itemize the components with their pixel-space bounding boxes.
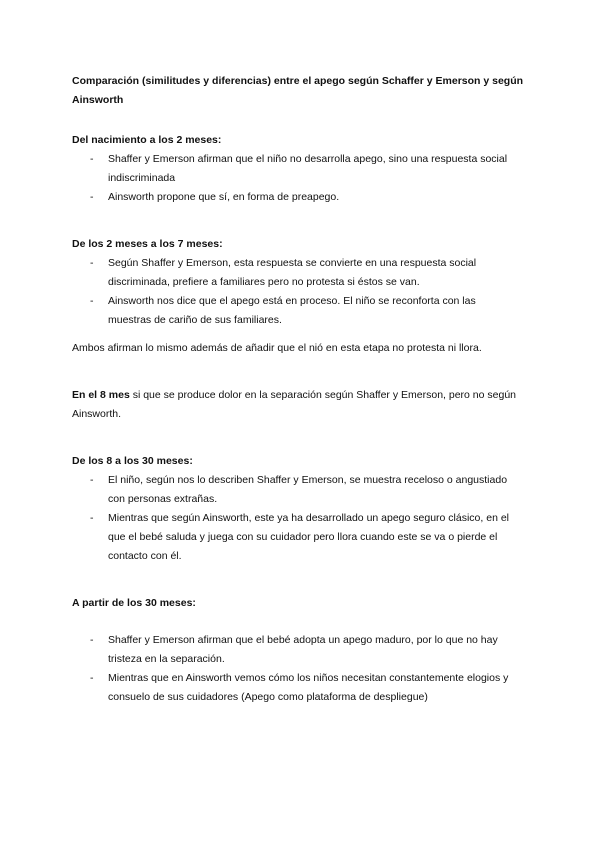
bullet-dash: - xyxy=(90,672,94,684)
list-item-text: Mientras que según Ainsworth, este ya ha desarrollado un apego seguro clásico, en el que el bebé saluda y juega con su cuidador pero llora cuando este se va o pierde el contacto con él. xyxy=(108,512,509,562)
list-item xyxy=(90,150,520,188)
bullet-dash: - xyxy=(90,295,94,307)
list-item-text: Según Shaffer y Emerson, esta respuesta se convierte en una respuesta social discriminada, prefiere a familiares pero no protesta si éstos se van. xyxy=(108,257,477,288)
list-item xyxy=(90,292,520,330)
section-note: Ambos afirman lo mismo además de añadir que el nió en esta etapa no protesta ni llora. xyxy=(72,342,482,354)
section-heading-from-30-months: A partir de los 30 meses: xyxy=(72,597,196,609)
list-item xyxy=(90,669,520,707)
bullet-dash: - xyxy=(90,153,94,165)
list-item-text: El niño, según nos lo describen Shaffer y Emerson, se muestra receloso o angustiado con personas extrañas. xyxy=(108,474,508,505)
list-item-text: Shaffer y Emerson afirman que el bebé adopta un apego maduro, por lo que no hay tristeza en la separación. xyxy=(108,634,498,665)
paragraph-text: si que se produce dolor en la separación según Shaffer y Emerson, pero no según Ainsworth. xyxy=(72,389,516,420)
list-item xyxy=(90,254,520,292)
section-heading-birth-2-months: Del nacimiento a los 2 meses: xyxy=(72,134,222,146)
list-item xyxy=(90,509,520,566)
list-item xyxy=(90,188,520,207)
bullet-dash: - xyxy=(90,191,94,203)
section-heading-2-7-months: De los 2 meses a los 7 meses: xyxy=(72,238,223,250)
section-heading-8-30-months: De los 8 a los 30 meses: xyxy=(72,455,193,467)
list-item xyxy=(90,471,520,509)
list-item-text: Mientras que en Ainsworth vemos cómo los niños necesitan constantemente elogios y consuelo de sus cuidadores (Apego como plataforma de despliegue) xyxy=(108,672,509,703)
bullet-dash: - xyxy=(90,474,94,486)
paragraph-lead: En el 8 mes xyxy=(72,389,130,401)
document-title: Comparación (similitudes y diferencias) entre el apego según Schaffer y Emerson y según Ainsworth xyxy=(72,75,524,106)
bullet-dash: - xyxy=(90,512,94,524)
bullet-dash: - xyxy=(90,634,94,646)
list-item-text: Ainsworth propone que sí, en forma de preapego. xyxy=(108,191,340,203)
paragraph-8-months xyxy=(72,386,532,424)
list-item xyxy=(90,631,520,669)
list-item-text: Ainsworth nos dice que el apego está en proceso. El niño se reconforta con las muestras de cariño de sus familiares. xyxy=(108,295,476,326)
bullet-dash: - xyxy=(90,257,94,269)
list-item-text: Shaffer y Emerson afirman que el niño no desarrolla apego, sino una respuesta social indiscriminada xyxy=(108,153,508,184)
